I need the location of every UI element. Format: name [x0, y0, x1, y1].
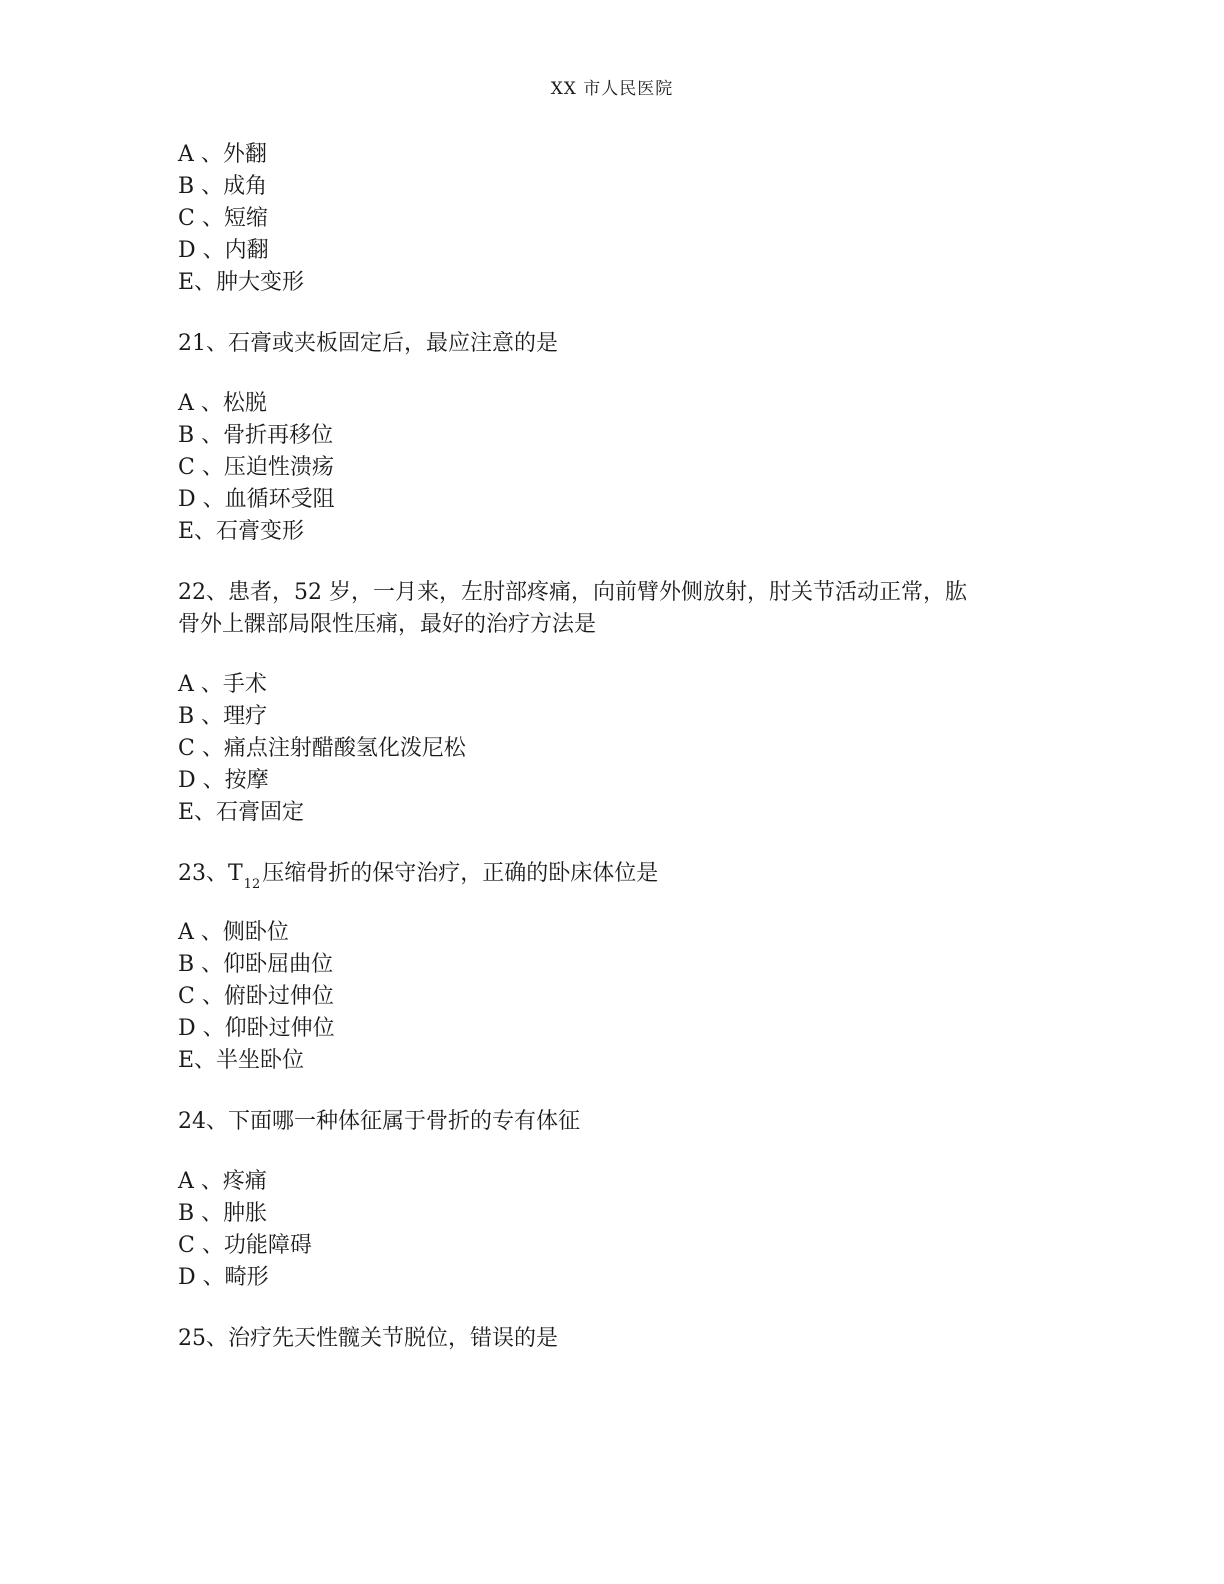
q21-stem: 21、石膏或夹板固定后，最应注意的是 — [178, 331, 558, 356]
q24-stem: 24、下面哪一种体征属于骨折的专有体征 — [178, 1109, 580, 1134]
q23-stem-subscript: 12 — [243, 877, 261, 892]
q23-stem — [178, 858, 658, 901]
q22-option-d: D 、按摩 — [178, 768, 269, 793]
q20-option-a: A 、外翻 — [178, 142, 267, 167]
q20-option-c: C 、短缩 — [178, 206, 268, 231]
q21-option-a: A 、松脱 — [178, 391, 267, 416]
q23-option-e: E、半坐卧位 — [178, 1048, 305, 1073]
q24-option-b: B 、肿胀 — [178, 1201, 268, 1226]
q23-option-b: B 、仰卧屈曲位 — [178, 952, 334, 977]
q24-option-c: C 、功能障碍 — [178, 1233, 312, 1258]
q23-stem-prefix: 23、T — [178, 861, 243, 886]
q21-option-c: C 、压迫性溃疡 — [178, 455, 334, 480]
q20-option-b: B 、成角 — [178, 174, 268, 199]
q21-option-e: E、石膏变形 — [178, 519, 305, 544]
q23-stem-suffix: 压缩骨折的保守治疗，正确的卧床体位是 — [262, 861, 659, 886]
q23-option-d: D 、仰卧过伸位 — [178, 1016, 335, 1041]
page-header: XX 市人民医院 — [550, 79, 674, 99]
q22-stem-line1: 22、患者，52 岁，一月来，左肘部疼痛，向前臂外侧放射，肘关节活动正常，肱 — [178, 580, 967, 605]
q25-stem: 25、治疗先天性髋关节脱位，错误的是 — [178, 1326, 558, 1351]
q24-option-d: D 、畸形 — [178, 1265, 269, 1290]
q22-stem-line2: 骨外上髁部局限性压痛，最好的治疗方法是 — [178, 612, 597, 637]
q22-option-b: B 、理疗 — [178, 704, 268, 729]
q22-option-c: C 、痛点注射醋酸氢化泼尼松 — [178, 736, 466, 761]
q21-option-b: B 、骨折再移位 — [178, 423, 334, 448]
q22-option-e: E、石膏固定 — [178, 800, 305, 825]
q21-option-d: D 、血循环受阻 — [178, 487, 335, 512]
q22-option-a: A 、手术 — [178, 672, 267, 697]
q20-option-d: D 、内翻 — [178, 238, 269, 263]
q20-option-e: E、肿大变形 — [178, 270, 305, 295]
q24-option-a: A 、疼痛 — [178, 1169, 267, 1194]
q23-option-c: C 、俯卧过伸位 — [178, 984, 334, 1009]
q23-option-a: A 、侧卧位 — [178, 920, 289, 945]
